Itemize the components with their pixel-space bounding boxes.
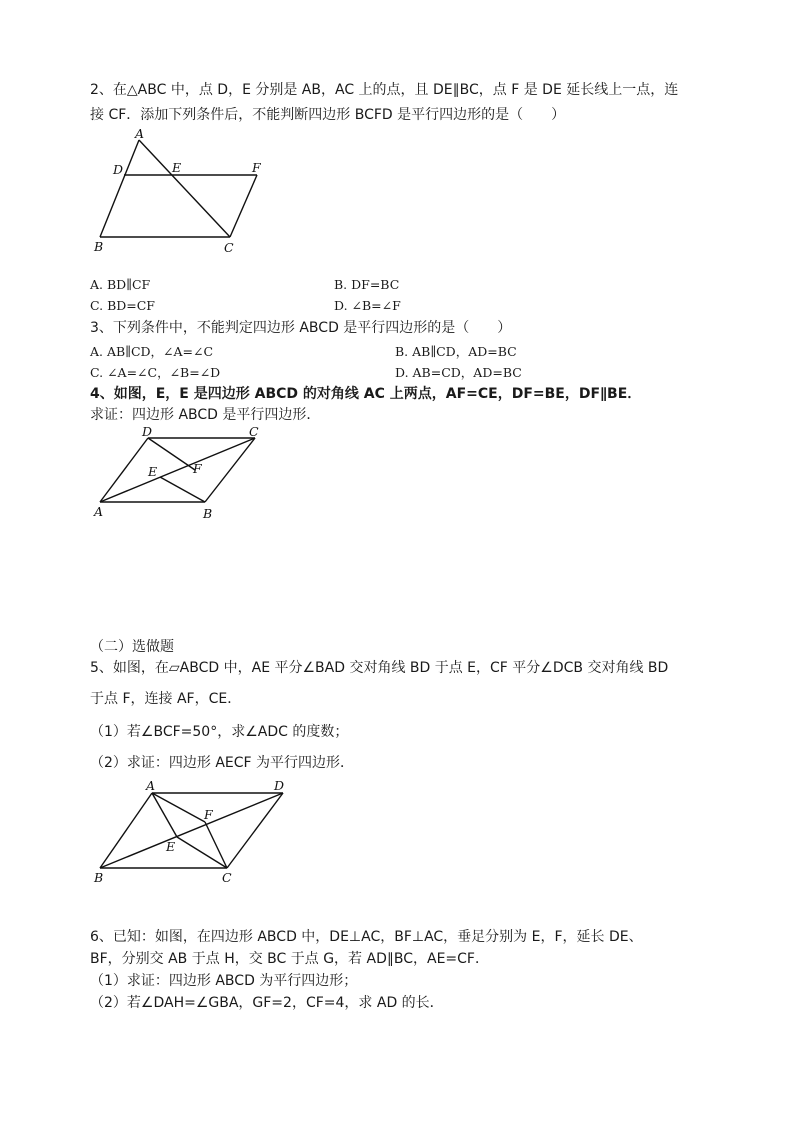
q5-label-b: B <box>94 870 104 885</box>
q5-label-f: F <box>204 807 213 822</box>
q6-stem-line1: 6、已知：如图，在四边形 ABCD 中，DE⊥AC，BF⊥AC，垂足分别为 E，F，延长 DE、 <box>90 929 643 945</box>
q2-stem-line1: 2、在△ABC 中，点 D，E 分别是 AB，AC 上的点，且 DE∥BC，点 F 是 DE 延长线上一点，连 <box>90 82 679 98</box>
q2-option-c: C. BD=CF <box>90 298 155 313</box>
q5-stem-line1: 5、如图，在▱ABCD 中，AE 平分∠BAD 交对角线 BD 于点 E，CF 平分∠DCB 交对角线 BD <box>90 660 669 676</box>
q3-option-a: A. AB∥CD，∠A=∠C <box>90 344 214 359</box>
q2-label-d: D <box>113 162 124 177</box>
q4-label-a: A <box>94 504 104 519</box>
q4-label-f: F <box>193 461 202 476</box>
q4-stem-line1: 4、如图，E，E 是四边形 ABCD 的对角线 AC 上两点，AF=CE，DF=BE，DF∥BE． <box>90 386 642 402</box>
q6-part1: （1）求证：四边形 ABCD 为平行四边形； <box>90 973 358 989</box>
q5-stem-line2: 于点 F，连接 AF，CE． <box>90 691 242 707</box>
q5-part1: （1）若∠BCF=50°，求∠ADC 的度数； <box>90 724 349 740</box>
section-title: （二）选做题 <box>90 639 174 655</box>
q2-stem-line2: 接 CF．添加下列条件后，不能判断四边形 BCFD 是平行四边形的是（ ） <box>90 107 566 123</box>
q2-option-d: D. ∠B=∠F <box>334 298 401 313</box>
q3-option-c: C. ∠A=∠C，∠B=∠D <box>90 365 221 380</box>
q2-label-f: F <box>252 160 261 175</box>
q2-option-a: A. BD∥CF <box>90 277 151 292</box>
q4-label-e: E <box>148 464 158 479</box>
q2-label-b: B <box>94 239 104 254</box>
q3-stem: 3、下列条件中，不能判定四边形 ABCD 是平行四边形的是（ ） <box>90 320 512 336</box>
q6-stem-line2: BF，分别交 AB 于点 H，交 BC 于点 G，若 AD∥BC，AE=CF． <box>90 951 489 967</box>
q6-part2: （2）若∠DAH=∠GBA，GF=2，CF=4，求 AD 的长． <box>90 995 444 1011</box>
q5-label-a: A <box>146 778 156 793</box>
q2-label-c: C <box>224 240 234 255</box>
q5-label-d: D <box>274 778 285 793</box>
q5-part2: （2）求证：四边形 AECF 为平行四边形． <box>90 755 355 771</box>
q3-option-d: D. AB=CD，AD=BC <box>395 365 522 380</box>
q4-stem-line2: 求证：四边形 ABCD 是平行四边形． <box>90 407 321 423</box>
q3-option-b: B. AB∥CD，AD=BC <box>395 344 517 359</box>
q2-option-b: B. DF=BC <box>334 277 400 292</box>
q4-label-b: B <box>203 506 213 521</box>
q4-label-c: C <box>249 424 259 439</box>
q2-label-e: E <box>172 160 182 175</box>
q5-label-c: C <box>222 870 232 885</box>
q5-label-e: E <box>166 839 176 854</box>
q2-label-a: A <box>135 126 145 141</box>
q4-label-d: D <box>142 424 153 439</box>
